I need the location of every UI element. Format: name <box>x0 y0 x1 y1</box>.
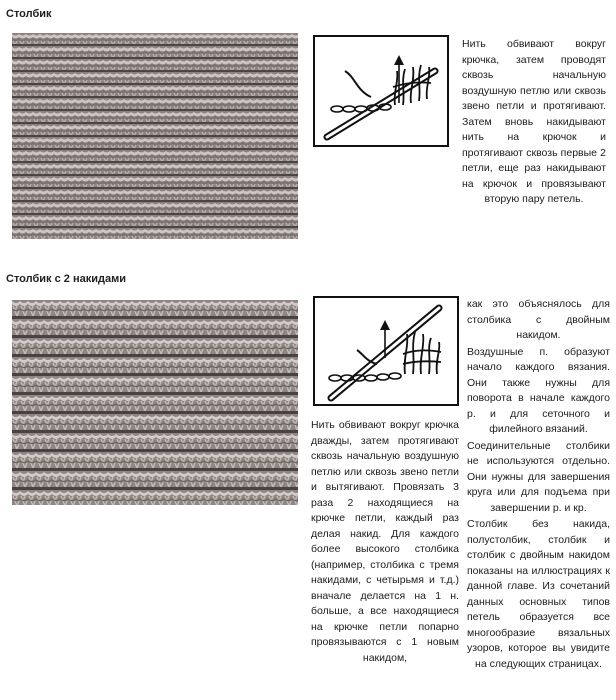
note-chain-stitches: Воздушные п. образуют начало каждого вязания. Они также нужны для поворота в начале каждого р. и для сеточного и филейного вязаний. <box>467 345 610 435</box>
crochet-diagram-double-crochet <box>313 35 449 147</box>
crochet-hook-diagram-2 <box>315 298 457 404</box>
continuation-text: как это объяснялось для столбика с двойным накидом. <box>467 298 610 341</box>
note-basic-stitches: Столбик без накида, полустолбик, столбик и столбик с двойным накидом показаны на иллюстрациях к данной главе. Из сочетаний данных основных типов петель образуется все многообразие вязальных узоров, которое вы увидите на следующих страницах. <box>467 518 610 670</box>
knit-texture-1 <box>12 33 298 239</box>
crochet-diagram-double-treble <box>313 296 459 406</box>
single-crochet-instructions: Нить обвивают вокруг крючка, затем проводят сквозь начальную воздушную петлю или сквозь звено петли и протягивают. Затем вновь накидывают нить на крючок и протягивают сквозь первые 2 петли, еще раз накидывают на крючок и провязывают вторую пару петель. <box>462 38 606 205</box>
notes-column <box>467 297 610 672</box>
note-slip-stitches: Соединительные столбики не используются отдельно. Они нужны для завершения круга или для подъема при завершении р. и кр. <box>467 439 610 514</box>
double-treble-instructions: Нить обвивают вокруг крючка дважды, затем протягивают сквозь начальную воздушную петлю или сквозь звено петли и вытягивают. Провязать 3 раза 2 находящиеся на крючке петли, каждый раз делая накид. Для каждого более высокого столбика (например, столбика с тремя накидами, с четырьмя и т.д.) вначале делается на 1 н. больше, а все находящиеся на крючке петли попарно провязываются с 1 новым накидом, <box>311 419 459 664</box>
heading-double-treble-column: Столбик с 2 накидами <box>6 273 126 285</box>
knit-texture-2 <box>12 300 298 505</box>
crochet-hook-diagram-1 <box>315 37 447 145</box>
knit-sample-photo-1 <box>12 33 298 239</box>
knit-sample-photo-2 <box>12 300 298 505</box>
heading-single-crochet-column: Столбик <box>6 8 52 20</box>
